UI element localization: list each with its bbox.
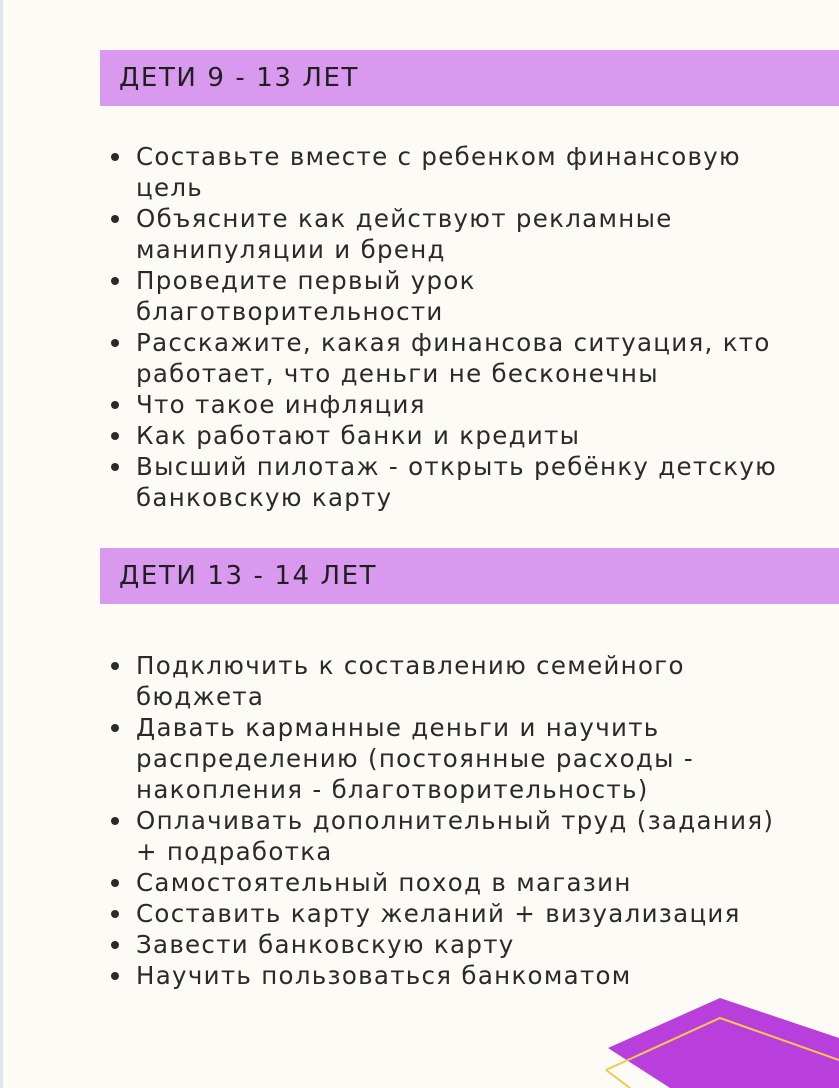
bullet-icon [111, 972, 119, 980]
bullet-icon [111, 463, 119, 471]
list-item-text: Подключить к составлению семейного бюджета [136, 651, 685, 711]
bullet-icon [111, 215, 119, 223]
list-item-text: Давать карманные деньги и научить распределению (постоянные расходы - накопления - благотворительность) [136, 713, 694, 804]
list-item-text: Завести банковскую карту [136, 930, 515, 959]
list-item [106, 712, 786, 805]
list-item-text: Научить пользоваться банкоматом [136, 961, 632, 990]
bullet-icon [111, 724, 119, 732]
list-item-text: Составить карту желаний + визуализация [136, 899, 741, 928]
section-title: ДЕТИ 13 - 14 ЛЕТ [119, 561, 378, 591]
list-item-text: Как работают банки и кредиты [136, 421, 581, 450]
section-list-13-14 [106, 650, 786, 991]
list-item-text: Объясните как действуют рекламные манипуляции и бренд [136, 204, 673, 264]
list-item-text: Что такое инфляция [136, 390, 426, 419]
list-item-text: Составьте вместе с ребенком финансовую цель [136, 142, 741, 202]
bullet-icon [111, 941, 119, 949]
list-item [106, 389, 786, 420]
list-item [106, 929, 786, 960]
list-item [106, 141, 786, 203]
list-item [106, 960, 786, 991]
list-item [106, 420, 786, 451]
list-item [106, 203, 786, 265]
list-item-text: Высший пилотаж - открыть ребёнку детскую банковскую карту [136, 452, 778, 512]
list-item [106, 650, 786, 712]
list-item-text: Самостоятельный поход в магазин [136, 868, 632, 897]
bullet-icon [111, 401, 119, 409]
bullet-icon [111, 339, 119, 347]
list-item [106, 265, 786, 327]
bullet-icon [111, 153, 119, 161]
list-item [106, 867, 786, 898]
bullet-icon [111, 662, 119, 670]
left-edge-divider [0, 0, 3, 1088]
list-item-text: Расскажите, какая финансова ситуация, кто работает, что деньги не бесконечны [136, 328, 771, 388]
section-header-9-13 [100, 50, 839, 106]
bullet-icon [111, 910, 119, 918]
bullet-icon [111, 817, 119, 825]
list-item-text: Проведите первый урок благотворительности [136, 266, 476, 326]
decorative-diamond-fill [608, 998, 839, 1088]
list-item [106, 451, 786, 513]
bullet-icon [111, 879, 119, 887]
bullet-icon [111, 277, 119, 285]
bullet-icon [111, 432, 119, 440]
list-item [106, 805, 786, 867]
decorative-outline-stroke [606, 1070, 630, 1088]
section-header-13-14 [100, 548, 839, 604]
list-item-text: Оплачивать дополнительный труд (задания) + подработка [136, 806, 775, 866]
list-item [106, 327, 786, 389]
section-list-9-13 [106, 141, 786, 513]
section-title: ДЕТИ 9 - 13 ЛЕТ [119, 63, 359, 93]
decorative-diamond-shape [600, 990, 839, 1088]
list-item [106, 898, 786, 929]
